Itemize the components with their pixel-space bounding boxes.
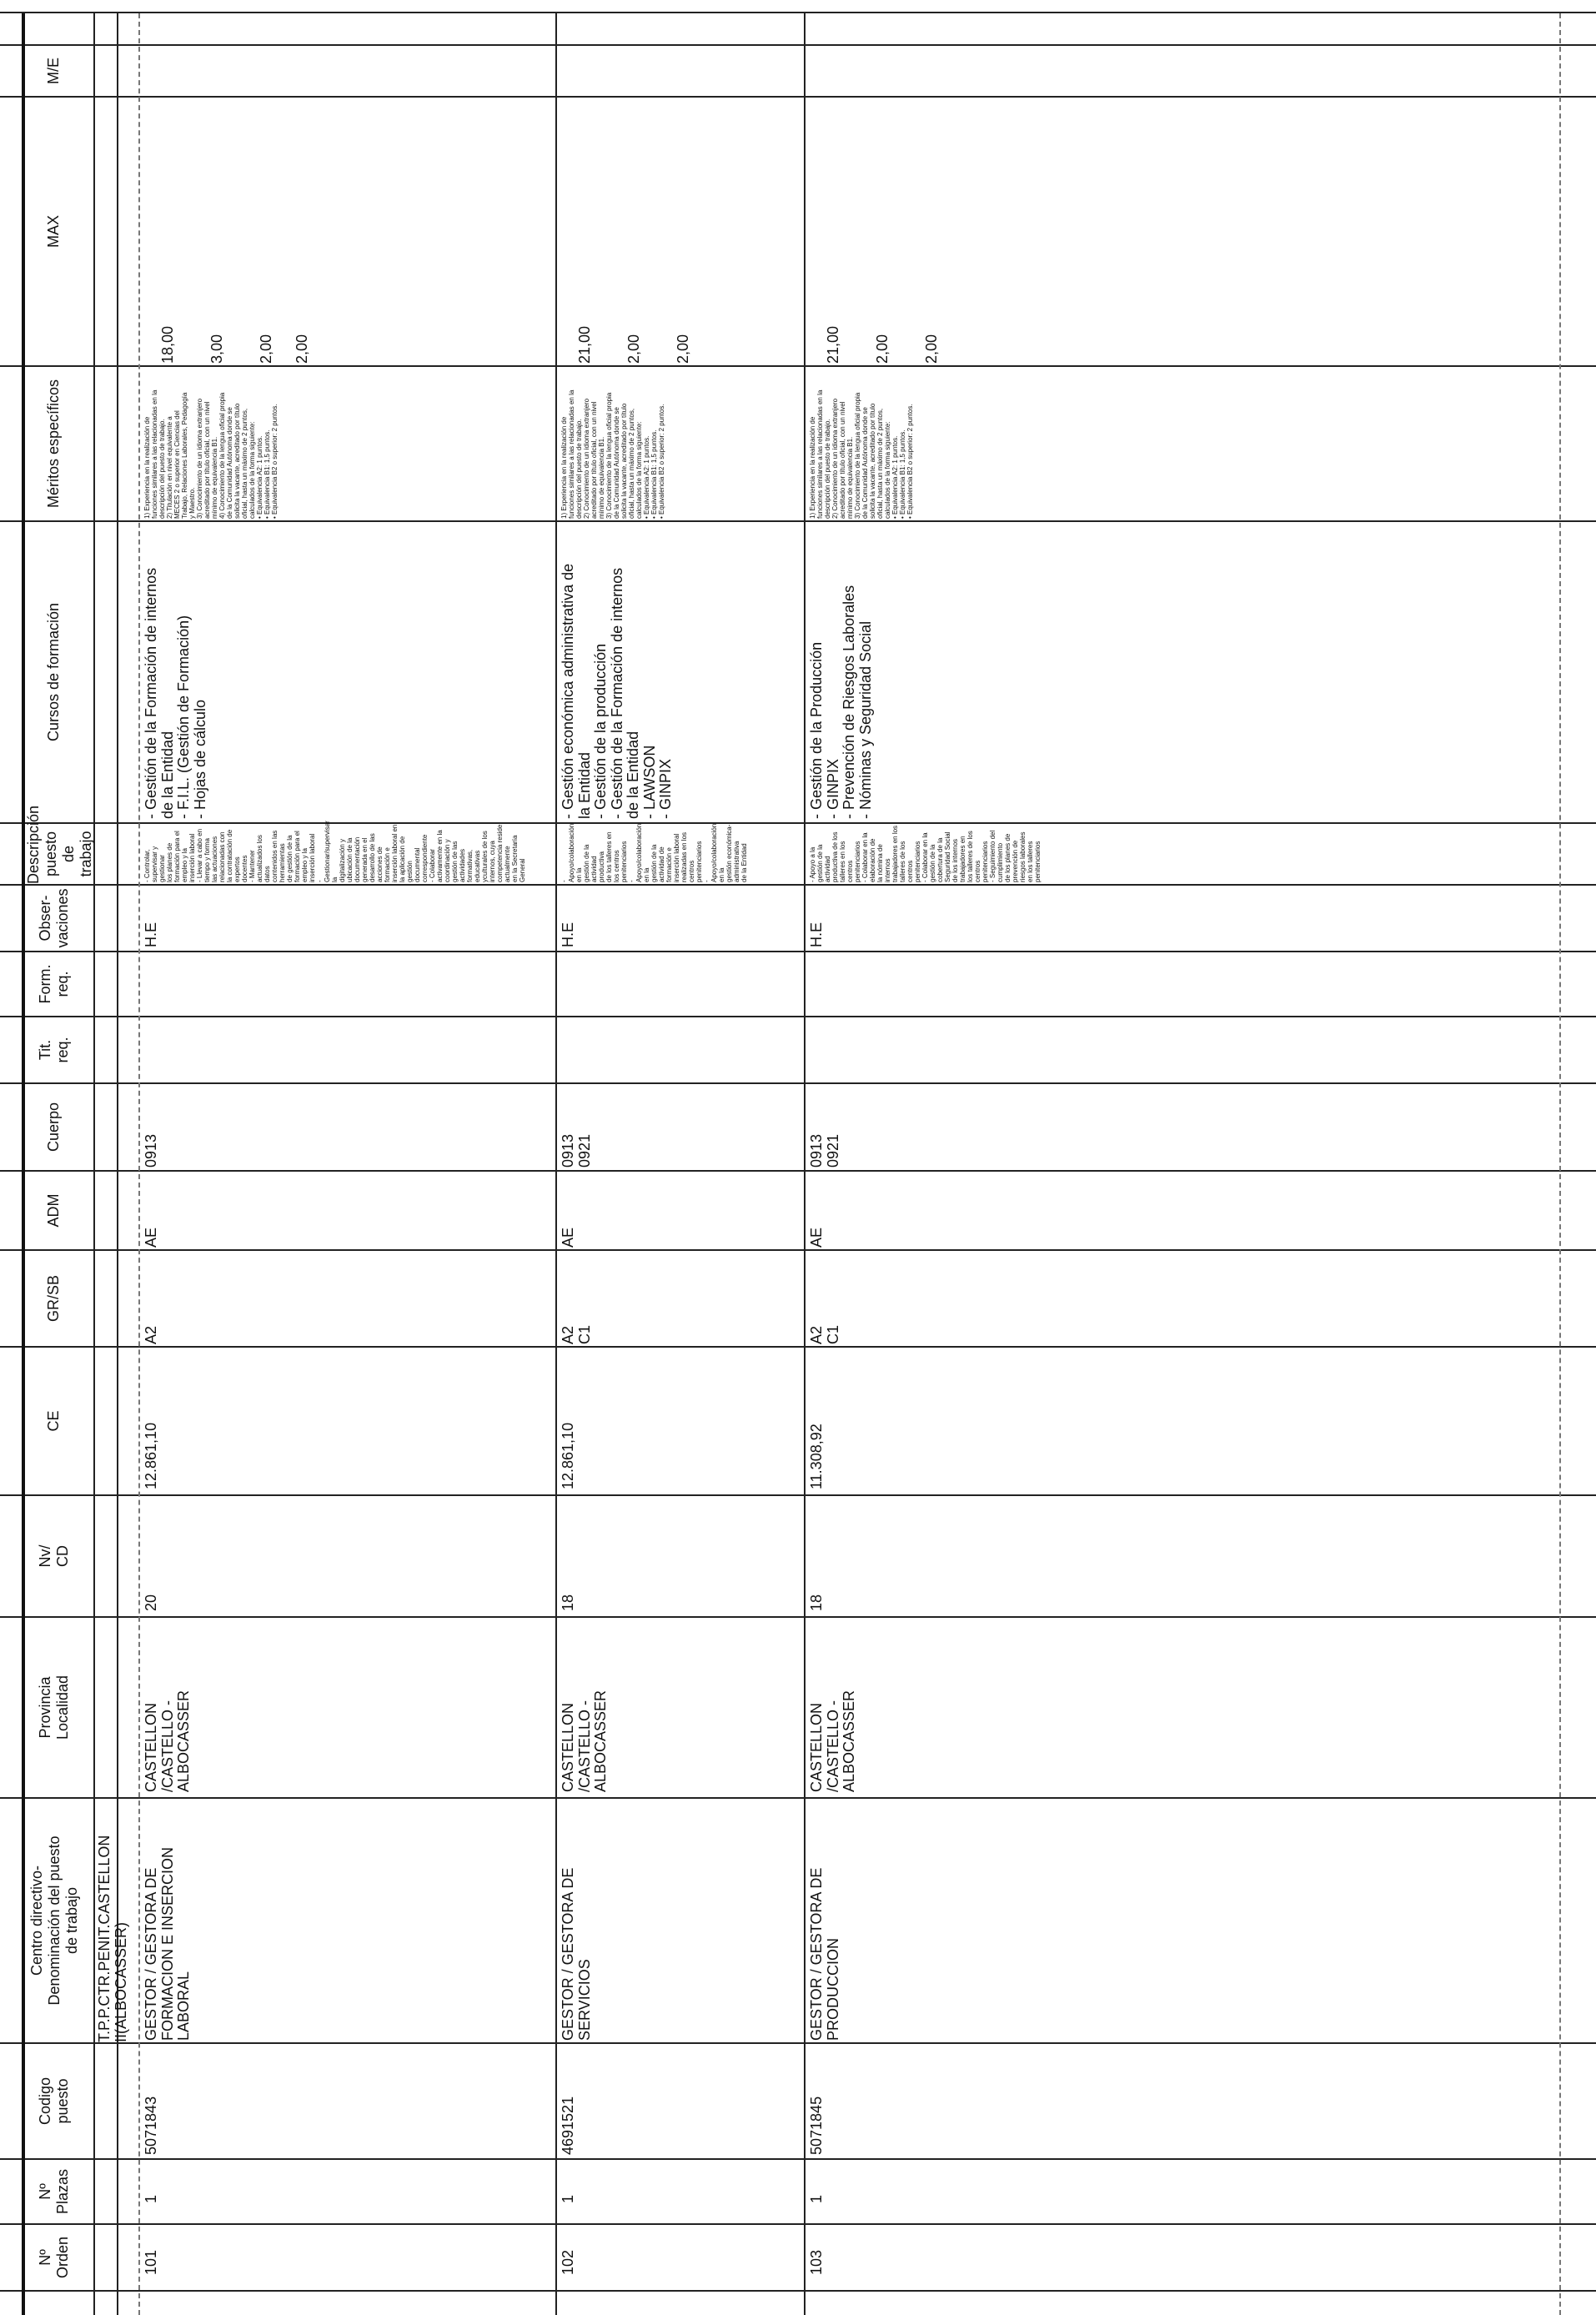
column-line xyxy=(0,1797,1596,1799)
column-line xyxy=(0,1170,1596,1172)
row-103-plazas: 1 xyxy=(808,2194,825,2203)
max-value: 21,00 xyxy=(824,325,841,364)
max-value: 2,00 xyxy=(674,334,691,364)
row-102-nivel: 18 xyxy=(560,1594,576,1611)
row-101-cursos: - Gestión de la Formación de internos de la Entidad - F.I.L. (Gestión de Formación) - Hojas de cálculo xyxy=(143,567,208,819)
header-bottom-border xyxy=(93,13,95,2315)
row-103-cursos: - Gestión de la Producción - GINPIX - Prevención de Riesgos Laborales - Nóminas y Seguridad Social xyxy=(808,585,874,819)
column-line xyxy=(0,12,1596,13)
section-dashed-line xyxy=(138,13,140,2315)
header-observaciones: Obser- vaciones xyxy=(37,888,71,948)
table-top-border xyxy=(22,13,25,2315)
column-line xyxy=(0,1616,1596,1618)
header-orden: Nº Orden xyxy=(37,2236,71,2279)
header-provincia: Provincia Localidad xyxy=(37,1675,71,1740)
max-value: 21,00 xyxy=(575,325,593,364)
row-103-grupo: A2 C1 xyxy=(808,1324,841,1344)
column-line xyxy=(0,1249,1596,1251)
header-grupo: GR/SB xyxy=(45,1275,62,1323)
row-103-adm: AE xyxy=(808,1227,825,1248)
row-103-codigo: 5071845 xyxy=(808,2096,825,2155)
row-102-denominacion: GESTOR / GESTORA DE SERVICIOS xyxy=(560,1867,593,2041)
header-nivel: Nv/ CD xyxy=(37,1544,71,1568)
row-103-orden: 103 xyxy=(808,2249,825,2275)
max-value: 2,00 xyxy=(922,334,940,364)
row-103-nivel: 18 xyxy=(808,1594,825,1611)
row-103-meritos: 1) Experiencia en la realización de funciones similares a las relacionadas en la descripción del puesto de trabajo. 2) Conocimiento de un idioma extranjero acreditado por título oficial, con un nivel mínimo de equivalencia B1. 3) Conocimiento de la lengua oficial propia de la Comunidad Autónoma donde se solicita la vacante, acreditado por título oficial, hasta un máximo de 2 puntos, calculados de la forma siguiente: • Equivalencia A2: 1 puntos. • Equivalencia B1: 1,5 puntos. • Equivalencia B2 o superior: 2 puntos. xyxy=(809,389,914,519)
row-101-grupo: A2 xyxy=(143,1325,159,1344)
row-101-adm: AE xyxy=(143,1227,159,1248)
column-line xyxy=(0,2158,1596,2160)
column-line xyxy=(0,1346,1596,1348)
column-line xyxy=(0,2223,1596,2225)
row-103-provincia: CASTELLON /CASTELLO - ALBOCASSER xyxy=(808,1690,857,1792)
row-102-codigo: 4691521 xyxy=(560,2096,576,2155)
row-102-plazas: 1 xyxy=(560,2194,576,2203)
row-101-codigo: 5071843 xyxy=(143,2096,159,2155)
max-value: 18,00 xyxy=(158,325,176,364)
row-102-max xyxy=(560,100,708,364)
row-102-ce: 12.861,10 xyxy=(560,1422,576,1489)
row-102-adm: AE xyxy=(560,1227,576,1248)
row-102-observaciones: H.E xyxy=(560,921,576,947)
column-line xyxy=(0,1082,1596,1084)
column-line xyxy=(0,1494,1596,1496)
row-dashed-line xyxy=(1559,13,1561,2315)
section-title: T.P.P.CTR.PENIT.CASTELLON II(ALBOCASSER) xyxy=(96,1835,129,2042)
max-value: 2,00 xyxy=(293,334,310,364)
header-descripcion: Descripción puesto de trabajo xyxy=(25,805,94,884)
header-adm: ADM xyxy=(45,1193,62,1228)
row-103-descripcion: - Apoyo a la gestión de la actividad productiva de los talleres en los centros penitenciarios - Colaborar en la elaboración de la nómina de internos trabajadores en los talleres de los centros penitenciarios - Colaborar en la gestión de la cobertura de la Seguridad Social de los internos trabajadores en los talleres de los centros penitenciarios - Seguimiento del cumplimiento de los planes de prevención de riesgos laborales en los talleres penitenciarios xyxy=(809,825,1041,882)
header-me: M/E xyxy=(45,58,62,85)
row-101-denominacion: GESTOR / GESTORA DE FORMACION E INSERCION LABORAL xyxy=(143,1846,192,2041)
column-line xyxy=(0,951,1596,952)
row-103-max xyxy=(809,100,956,364)
max-value: 2,00 xyxy=(257,334,274,364)
row-103-observaciones: H.E xyxy=(808,921,825,947)
row-101-provincia: CASTELLON /CASTELLO - ALBOCASSER xyxy=(143,1690,192,1792)
header-plazas: Nº Plazas xyxy=(37,2168,71,2215)
column-line xyxy=(0,96,1596,98)
row-divider xyxy=(804,13,806,2315)
row-101-descripcion: - Controlar, supervisar y gestionar los planes de formación para el empleo y la inserción laboral - Llevar a cabo en tiempo y forma las actuaciones relacionadas con la contratación de expertos docentes - Mantener actualizados los datos contenidos en las herramientas de gestión de la formación para el empleo y la inserción laboral - Gestionar/supervisar la digitalización y ubicación de la documentación generada en el desarrollo de las acciones de formación e inserción laboral en la aplicación de gestión documental correspondiente - Colaborar activamente en la coordinación y gestión de las actividades formativas, educativas yculturales de los internos, cuya competencia reside actualmente en la Secretaría General xyxy=(143,821,526,882)
header-cursos: Cursos de formación xyxy=(45,602,62,742)
row-101-meritos: 1) Experiencia en la realización de funciones similares a las relacionadas en la descripción del puesto de trabajo. 2) Titulación en nivel equivalente a MECES 2 o superior en Ciencias del Trabajo, Relaciones Laborales, Pedagogía y Maestro. 3) Conocimiento de un idioma extranjero acreditado por título oficial, con un nivel mínimo de equivalencia B1. 4) Conocimiento de la lengua oficial propia de la Comunidad Autónoma donde se solicita la vacante, acreditado por título oficial, hasta un máximo de 2 puntos, calculados de la forma siguiente: • Equivalencia A2: 1 puntos. • Equivalencia B1: 1,5 puntos. • Equivalencia B2 o superior: 2 puntos. xyxy=(143,389,279,519)
header-titulacion: Tit. req. xyxy=(37,1037,71,1063)
column-line xyxy=(0,1016,1596,1017)
row-101-max xyxy=(143,100,327,364)
row-102-cuerpo: 0913 0921 xyxy=(560,1133,593,1168)
column-line xyxy=(0,2290,1596,2292)
header-max: MAX xyxy=(45,215,62,249)
row-103-ce: 11.308,92 xyxy=(808,1424,825,1489)
column-line xyxy=(0,2042,1596,2044)
column-line xyxy=(0,44,1596,46)
row-102-orden: 102 xyxy=(560,2249,576,2275)
row-103-denominacion: GESTOR / GESTORA DE PRODUCCION xyxy=(808,1867,841,2041)
row-102-grupo: A2 C1 xyxy=(560,1324,593,1344)
row-103-cuerpo: 0913 0921 xyxy=(808,1133,841,1168)
row-102-descripcion: - Apoyo/colaboración en la gestión de la actividad productiva de los talleres en los centros penitenciarios - Apoyo/colaboración en la gestión de la actividad de formación e inserción laboral realizadas en los centros penitenciarios - Apoyo/colaboración en la gestión económica-administrativa de la Entidad xyxy=(560,823,748,882)
header-meritos: Méritos específicos xyxy=(45,379,62,509)
header-cuerpo: Cuerpo xyxy=(45,1102,62,1152)
header-formacion: Form. req. xyxy=(37,964,71,1004)
row-divider xyxy=(555,13,557,2315)
row-102-cursos: - Gestión económica administrativa de la Entidad - Gestión de la producción - Gestión de la Formación de internos de la Entidad - LAWSON - GINPIX xyxy=(560,563,674,819)
column-line xyxy=(0,365,1596,367)
header-codigo: Codigo puesto xyxy=(37,2076,71,2126)
max-value: 2,00 xyxy=(625,334,642,364)
row-101-observaciones: H.E xyxy=(143,921,159,947)
row-101-nivel: 20 xyxy=(143,1594,159,1611)
row-102-meritos: 1) Experiencia en la realización de funciones similares a las relacionadas en la descripción del puesto de trabajo. 2) Conocimiento de un idioma extranjero acreditado por título oficial, con un nivel mínimo de equivalencia B1. 3) Conocimiento de la lengua oficial propia de la Comunidad Autónoma donde se solicita la vacante, acreditado por título oficial, hasta un máximo de 2 puntos, calculados de la forma siguiente: • Equivalencia A2: 1 puntos. • Equivalencia B1: 1,5 puntos. • Equivalencia B2 o superior: 2 puntos. xyxy=(560,389,665,519)
row-101-orden: 101 xyxy=(143,2249,159,2275)
header-centro: Centro directivo- Denominación del puesto de trabajo xyxy=(28,1835,80,2006)
column-line xyxy=(0,884,1596,886)
header-ce: CE xyxy=(45,1410,62,1432)
max-value: 2,00 xyxy=(873,334,891,364)
max-value: 3,00 xyxy=(208,334,225,364)
row-101-ce: 12.861,10 xyxy=(143,1422,159,1489)
column-line xyxy=(0,520,1596,522)
row-101-cuerpo: 0913 xyxy=(143,1133,159,1168)
row-101-plazas: 1 xyxy=(143,2194,159,2203)
row-102-provincia: CASTELLON /CASTELLO - ALBOCASSER xyxy=(560,1690,609,1792)
